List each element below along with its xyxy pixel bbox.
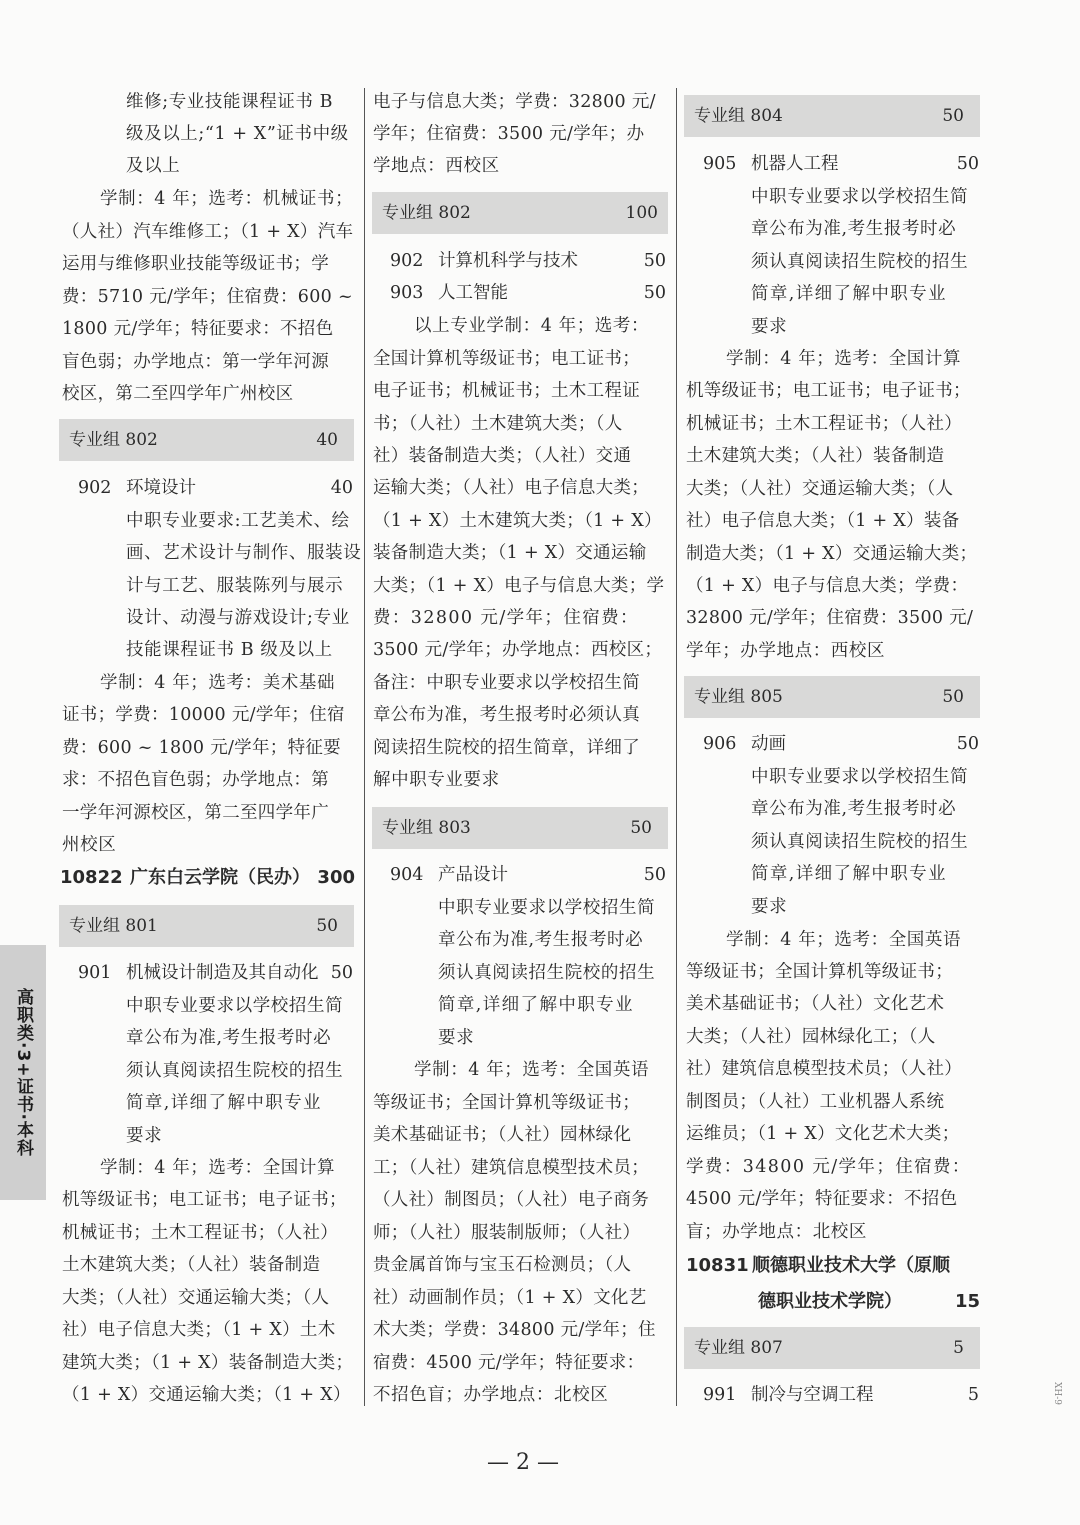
text-line: 费：32800 元/学年；住宿费： (373, 608, 639, 628)
page-number: — 2 — (487, 1450, 559, 1475)
text-line: 学费：34800 元/学年；住宿费： (686, 1157, 971, 1177)
text-line: 解中职专业要求 (373, 770, 500, 790)
text-line: 盲；办学地点：北校区 (686, 1222, 867, 1242)
text-line: 章公布为准,考生报考时必 (751, 219, 957, 239)
text-line: 制图员；（人社）工业机器人系统 (686, 1092, 945, 1112)
text-line: 校区，第二至四学年广州校区 (62, 384, 294, 404)
major-quota: 40 (330, 478, 353, 498)
text-line: 社）装备制造大类；（人社）交通 (373, 446, 632, 466)
text-line: 机等级证书；电工证书；电子证书； (686, 381, 971, 401)
text-line: 学制：4 年；选考：全国计算 (726, 349, 962, 369)
text-line: 中职专业要求以学校招生简 (438, 898, 656, 918)
text-line: 及以上 (126, 156, 181, 176)
text-line: 学制：4 年；选考：全国英语 (726, 930, 962, 950)
text-line: 画、艺术设计与制作、服装设 (126, 543, 362, 563)
text-line: 简章,详细了解中职专业 (751, 864, 947, 884)
text-line: 学制：4 年；选考：全国计算 (100, 1158, 336, 1178)
group-label: 专业组 804 (694, 106, 783, 126)
text-line: （1 + X）交通运输大类；（1 + X） (62, 1385, 351, 1405)
text-line: 简章,详细了解中职专业 (438, 995, 634, 1015)
text-line: 术大类；学费：34800 元/学年；住 (373, 1320, 656, 1340)
text-line: 章公布为准,考生报考时必 (438, 930, 644, 950)
text-line: 不招色盲；办学地点：北校区 (373, 1385, 609, 1405)
text-line: （1 + X）土木建筑大类；（1 + X） (373, 511, 662, 531)
major-quota: 50 (643, 865, 666, 885)
text-line: 大类；（人社）交通运输大类；（人 (62, 1288, 330, 1308)
group-count: 5 (953, 1338, 964, 1358)
major-quota: 50 (956, 154, 979, 174)
text-line: （人社）汽车维修工；（1 + X）汽车 (62, 222, 354, 242)
major-name: 人工智能 (438, 283, 508, 303)
text-line: 装备制造大类；（1 + X）交通运输 (373, 543, 647, 563)
text-line: 级及以上;“1 + X”证书中级 (126, 124, 349, 144)
group-header (684, 1327, 980, 1369)
text-line: 等级证书；全国计算机等级证书； (373, 1093, 640, 1113)
major-code: 901 (78, 963, 112, 983)
text-line: 电子与信息大类；学费：32800 元/ (373, 92, 656, 112)
text-line: 中职专业要求以学校招生简 (751, 187, 969, 207)
text-line: 中职专业要求以学校招生简 (126, 996, 344, 1016)
text-line: 社）建筑信息模型技术员；（人社） (686, 1059, 963, 1079)
text-line: 机械证书；土木工程证书；（人社） (62, 1223, 339, 1243)
text-line: 学年；办学地点：西校区 (686, 641, 886, 661)
group-header (684, 95, 980, 137)
text-line: 章公布为准,考生报考时必 (126, 1028, 332, 1048)
text-line: 一学年河源校区，第二至四学年广 (62, 803, 329, 823)
text-line: （1 + X）电子与信息大类；学费： (686, 576, 969, 596)
text-line: 等级证书；全国计算机等级证书； (686, 962, 953, 982)
text-line: 大类；（人社）交通运输大类；（人 (686, 479, 954, 499)
text-line: 章公布为准,考生报考时必 (751, 799, 957, 819)
group-count: 50 (942, 106, 964, 126)
group-header (372, 807, 668, 849)
major-quota: 50 (330, 963, 353, 983)
major-code: 991 (703, 1385, 737, 1405)
text-line: 4500 元/学年；特征要求：不招色 (686, 1189, 958, 1209)
side-tab: 高职类·3+证书·本科 (0, 945, 46, 1200)
text-line: 3500 元/学年；办学地点：西校区； (373, 640, 663, 660)
major-name: 产品设计 (438, 865, 508, 885)
major-name: 机械设计制造及其自动化 (126, 963, 319, 983)
column-divider (676, 88, 677, 1406)
group-header (684, 676, 980, 718)
text-line: 简章,详细了解中职专业 (126, 1093, 322, 1113)
group-count: 50 (316, 916, 338, 936)
text-line: 电子证书；机械证书；土木工程证 (373, 381, 640, 401)
institution-quota: 300 (317, 867, 355, 888)
text-line: 工；（人社）建筑信息模型技术员； (373, 1158, 650, 1178)
text-line: 备注：中职专业要求以学校招生简 (373, 673, 640, 693)
text-line: 运维员；（1 + X）文化艺术大类； (686, 1124, 960, 1144)
group-label: 专业组 807 (694, 1338, 783, 1358)
text-line: 宿费：4500 元/学年；特征要求： (373, 1353, 645, 1373)
group-header (59, 419, 354, 461)
text-line: 大类；（人社）园林绿化工；（人 (686, 1027, 936, 1047)
text-line: 社）电子信息大类；（1 + X）土木 (62, 1320, 336, 1340)
text-line: 费：600 ~ 1800 元/学年；特征要 (62, 738, 341, 758)
major-code: 902 (78, 478, 112, 498)
group-count: 50 (630, 818, 652, 838)
text-line: 要求 (126, 1126, 163, 1146)
text-line: 学制：4 年；选考：全国英语 (414, 1060, 650, 1080)
group-count: 100 (625, 203, 658, 223)
text-line: 中职专业要求:工艺美术、绘 (126, 511, 350, 531)
text-line: 计与工艺、服装陈列与展示 (126, 576, 344, 596)
text-line: 要求 (751, 897, 788, 917)
text-line: 州校区 (62, 835, 117, 855)
major-code: 903 (390, 283, 424, 303)
text-line: 学年；住宿费：3500 元/学年；办 (373, 124, 645, 144)
group-header (59, 905, 354, 947)
text-line: 美术基础证书；（人社）园林绿化 (373, 1125, 632, 1145)
major-code: 904 (390, 865, 424, 885)
text-line: 社）电子信息大类；（1 + X）装备 (686, 511, 960, 531)
text-line: 阅读招生院校的招生简章，详细了 (373, 738, 640, 758)
text-line: 须认真阅读招生院校的招生 (751, 252, 969, 272)
text-line: 维修;专业技能课程证书 B (126, 92, 334, 112)
group-count: 40 (316, 430, 338, 450)
major-name: 动画 (751, 734, 786, 754)
text-line: 中职专业要求以学校招生简 (751, 767, 969, 787)
text-line: 运用与维修职业技能等级证书；学 (62, 254, 329, 274)
text-line: 要求 (751, 317, 788, 337)
text-line: 简章,详细了解中职专业 (751, 284, 947, 304)
text-line: 全国计算机等级证书；电工证书； (373, 349, 640, 369)
text-line: 土木建筑大类；（人社）装备制造 (62, 1255, 321, 1275)
text-line: 设计、动漫与游戏设计;专业 (126, 608, 350, 628)
institution-name: 德职业技术学院） (758, 1291, 902, 1312)
text-line: 须认真阅读招生院校的招生 (751, 832, 969, 852)
text-line: 以上专业学制：4 年；选考： (414, 316, 650, 336)
text-line: 大类；（1 + X）电子与信息大类；学 (373, 576, 665, 596)
text-line: 建筑大类；（1 + X）装备制造大类； (62, 1353, 354, 1373)
text-line: 要求 (438, 1028, 475, 1048)
column-divider (364, 88, 365, 1406)
major-quota: 50 (643, 283, 666, 303)
group-count: 50 (942, 687, 964, 707)
group-label: 专业组 805 (694, 687, 783, 707)
major-name: 制冷与空调工程 (751, 1385, 874, 1405)
text-line: 学制：4 年；选考：机械证书； (100, 189, 354, 209)
institution-code: 10831 (686, 1255, 749, 1276)
group-header (372, 192, 668, 234)
text-line: 学制：4 年；选考：美术基础 (100, 673, 336, 693)
text-line: 须认真阅读招生院校的招生 (438, 963, 656, 983)
text-line: 美术基础证书；（人社）文化艺术 (686, 994, 945, 1014)
text-line: 1800 元/学年；特征要求：不招色 (62, 319, 334, 339)
text-line: 书；（人社）土木建筑大类；（人 (373, 414, 623, 434)
institution-quota: 15 (954, 1291, 980, 1312)
major-name: 计算机科学与技术 (438, 251, 578, 271)
group-label: 专业组 802 (382, 203, 471, 223)
major-name: 机器人工程 (751, 154, 839, 174)
edge-mark: XH-9 (1052, 1382, 1062, 1406)
institution-code: 10822 (60, 867, 123, 888)
text-line: 技能课程证书 B 级及以上 (126, 640, 333, 660)
text-line: 须认真阅读招生院校的招生 (126, 1061, 344, 1081)
text-line: 贵金属首饰与宝玉石检测员；（人 (373, 1255, 632, 1275)
major-quota: 5 (967, 1385, 979, 1405)
group-label: 专业组 801 (69, 916, 158, 936)
text-line: 机械证书；土木工程证书；（人社） (686, 414, 963, 434)
group-label: 专业组 802 (69, 430, 158, 450)
major-code: 902 (390, 251, 424, 271)
text-line: 运输大类；（人社）电子信息大类； (373, 478, 650, 498)
text-line: 土木建筑大类；（人社）装备制造 (686, 446, 945, 466)
major-code: 906 (703, 734, 737, 754)
major-quota: 50 (643, 251, 666, 271)
text-line: 制造大类；（1 + X）交通运输大类； (686, 544, 978, 564)
text-line: 盲色弱；办学地点：第一学年河源 (62, 352, 329, 372)
major-code: 905 (703, 154, 737, 174)
text-line: 证书；学费：10000 元/学年；住宿 (62, 705, 345, 725)
text-line: 求：不招色盲色弱；办学地点：第 (62, 770, 329, 790)
major-quota: 50 (956, 734, 979, 754)
text-line: 机等级证书；电工证书；电子证书； (62, 1190, 347, 1210)
text-line: 师；（人社）服装制版师；（人社） (373, 1223, 641, 1243)
text-line: 32800 元/学年；住宿费：3500 元/ (686, 608, 974, 628)
institution-name: 顺德职业技术大学（原顺 (752, 1255, 950, 1276)
institution-name: 广东白云学院（民办） (130, 867, 310, 888)
text-line: 费：5710 元/学年；住宿费：600 ~ (62, 287, 353, 307)
text-line: 社）动画制作员；（1 + X）文化艺 (373, 1288, 647, 1308)
group-label: 专业组 803 (382, 818, 471, 838)
text-line: 学地点：西校区 (373, 156, 500, 176)
major-name: 环境设计 (126, 478, 196, 498)
text-line: （人社）制图员；（人社）电子商务 (373, 1190, 650, 1210)
text-line: 章公布为准，考生报考时必须认真 (373, 705, 640, 725)
